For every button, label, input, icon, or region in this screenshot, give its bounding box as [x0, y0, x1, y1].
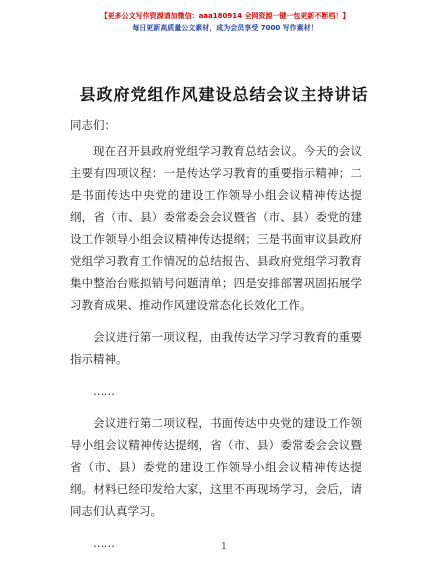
paragraph-item-two: 会议进行第二项议程，书面传达中央党的建设工作领导小组会议精神传达提纲，省（市、县）委常委会会议暨省（市、县）委党的建设工作领导小组会议精神传达提纲。材料已经印发给大家，这里不再现场学习，会后，请同志们认真学习。: [70, 416, 362, 518]
document-title: 县政府党组作风建设总结会议主持讲话: [79, 85, 369, 104]
salutation: 同志们：: [70, 118, 116, 132]
promo-banner-line2: 每日更新高质量公文素材，成为会员享受 7000 写作素材！: [132, 24, 318, 32]
page-number: 1: [221, 542, 227, 552]
document-body: [70, 114, 362, 564]
paragraph-item-one: 会议进行第一项议程，由我传达学习学习教育的重要指示精神。: [70, 330, 362, 366]
ellipsis-2: ……: [93, 536, 114, 550]
ellipsis-1: ……: [93, 384, 114, 398]
paragraph-agenda: 现在召开县政府党组学习教育总结会议。今天的会议主要有四项议程：一是传达学习教育的重要指示精神；二是书面传达中央党的建设工作领导小组会议精神传达提纲，省（市、县）委常委会会议暨省（市、县）委党的建设工作领导小组会议精神传达提纲；三是书面审议县政府党组学习教育工作情况的总结报告、县政府党组学习教育集中整治台账拟销号问题清单；四是安排部署巩固拓展学习教育成果、推动作风建设常态化长效化工作。: [70, 144, 362, 312]
promo-banner: [60, 12, 390, 33]
promo-banner-line1: 【更多公文写作资源请加微信：aaa180914 全网资源一键一包更新不断档！】: [100, 12, 350, 20]
